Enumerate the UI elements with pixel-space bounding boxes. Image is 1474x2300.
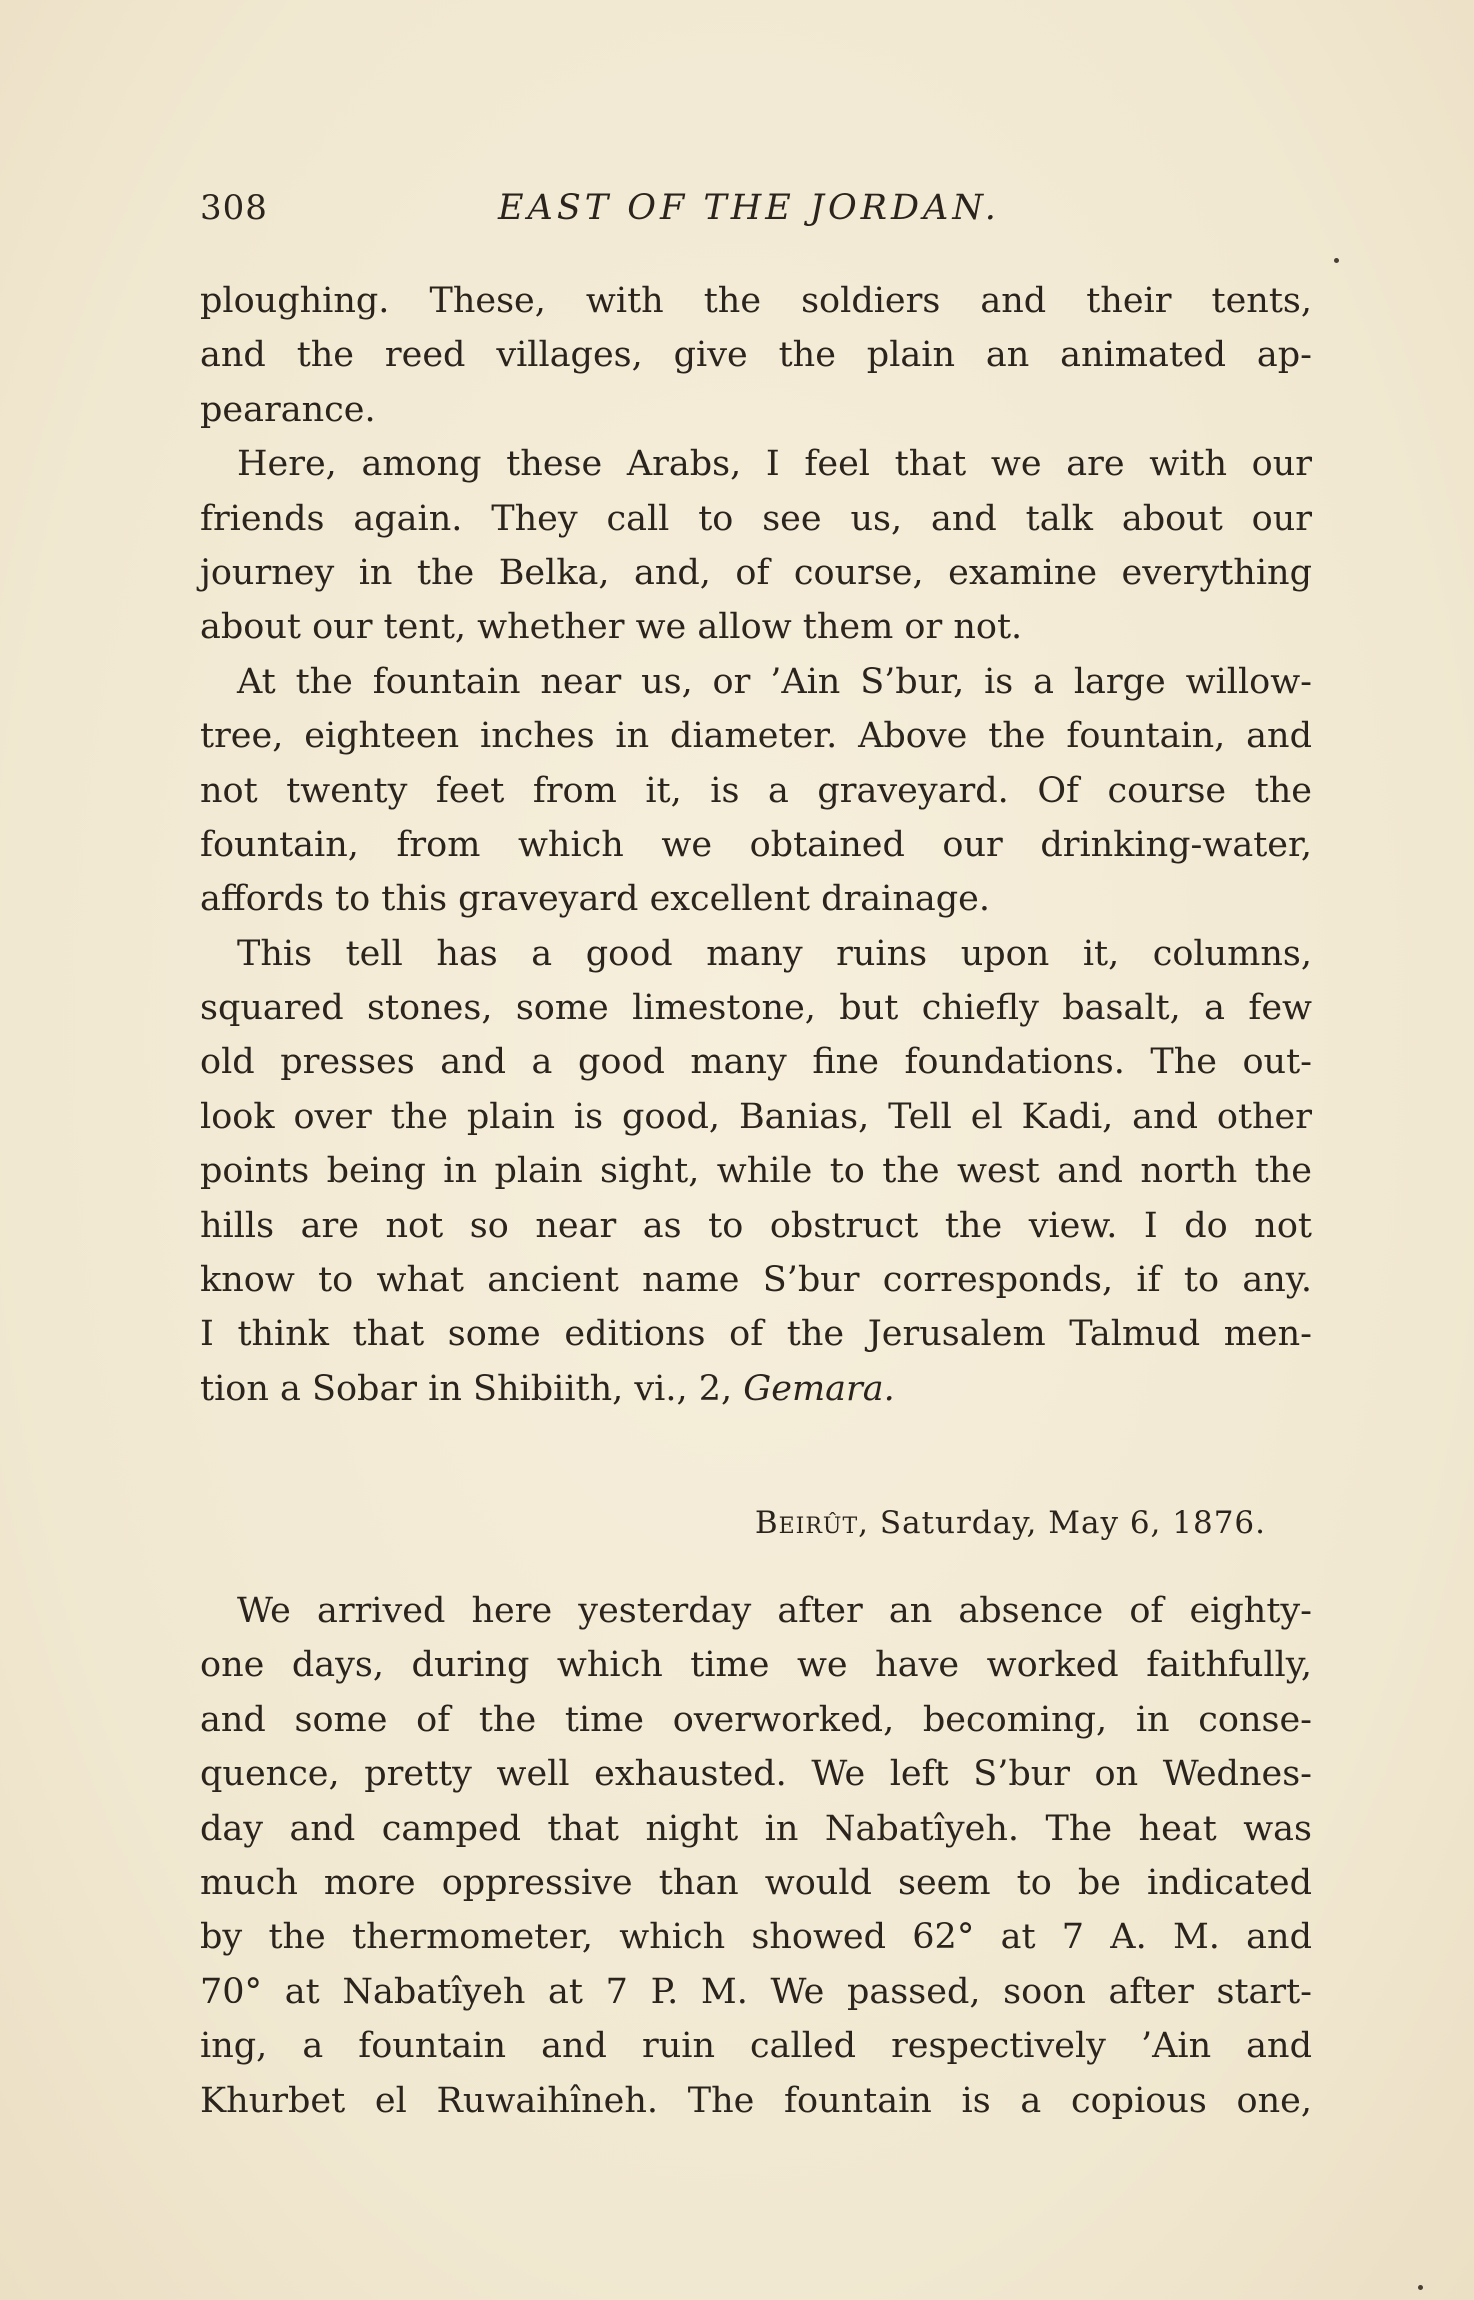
text-line: quence, pretty well exhausted. We left S’bur on Wednes- bbox=[200, 1754, 1312, 1795]
text-line: ing, a fountain and ruin called respectively ’Ain and bbox=[200, 2026, 1312, 2067]
text-line: and some of the time overworked, becoming, in conse- bbox=[200, 1699, 1312, 1740]
paper-speck bbox=[1418, 2285, 1423, 2290]
text-line: look over the plain is good, Banias, Tell el Kadi, and other bbox=[200, 1096, 1312, 1137]
text-line: Here, among these Arabs, I feel that we are with our bbox=[237, 444, 1312, 485]
text-line: old presses and a good many fine foundations. The out- bbox=[200, 1042, 1312, 1083]
text-line: friends again. They call to see us, and talk about our bbox=[200, 498, 1312, 539]
text-line: not twenty feet from it, is a graveyard. Of course the bbox=[200, 770, 1312, 811]
text-line: 70° at Nabatîyeh at 7 P. M. We passed, soon after start- bbox=[200, 1971, 1312, 2012]
text-line: Khurbet el Ruwaihîneh. The fountain is a copious one, bbox=[200, 2080, 1312, 2121]
text-line: points being in plain sight, while to the west and north the bbox=[200, 1151, 1312, 1192]
running-head: EAST OF THE JORDAN. bbox=[498, 188, 1000, 228]
italic-term: Gemara. bbox=[743, 1368, 895, 1409]
page-number: 308 bbox=[200, 188, 268, 228]
text-line: hills are not so near as to obstruct the view. I do not bbox=[200, 1205, 1312, 1246]
text-line: fountain, from which we obtained our drinking-water, bbox=[200, 824, 1312, 865]
text-line: ploughing. These, with the soldiers and their tents, bbox=[200, 281, 1312, 321]
text-line: journey in the Belka, and, of course, examine everything bbox=[200, 552, 1312, 593]
text-line: This tell has a good many ruins upon it, columns, bbox=[237, 933, 1312, 974]
dateline bbox=[755, 1505, 1266, 1541]
dateline-place: Beirût bbox=[754, 1505, 859, 1541]
body-text-section-1 bbox=[200, 274, 1312, 1416]
text-line: squared stones, some limestone, but chiefly basalt, a few bbox=[200, 988, 1312, 1029]
text-line: by the thermometer, which showed 62° at 7 A. M. and bbox=[200, 1917, 1312, 1958]
dateline-date: , Saturday, May 6, 1876. bbox=[858, 1505, 1266, 1541]
text-line: affords to this graveyard excellent drainage. bbox=[200, 879, 991, 920]
text-line: one days, during which time we have worked faithfully, bbox=[200, 1645, 1312, 1686]
text-line: and the reed villages, give the plain an animated ap- bbox=[200, 335, 1312, 376]
text-line: tree, eighteen inches in diameter. Above the fountain, and bbox=[200, 716, 1312, 757]
text-line: about our tent, whether we allow them or not. bbox=[200, 607, 1023, 648]
text-line: day and camped that night in Nabatîyeh. The heat was bbox=[200, 1808, 1312, 1849]
text-line: We arrived here yesterday after an absence of eighty- bbox=[237, 1591, 1312, 1631]
page-header bbox=[200, 188, 1320, 238]
text-line: pearance. bbox=[200, 389, 376, 430]
text-line: I think that some editions of the Jerusalem Talmud men- bbox=[200, 1314, 1312, 1355]
text-line: At the fountain near us, or ’Ain S’bur, is a large willow- bbox=[237, 661, 1312, 702]
text-line: much more oppressive than would seem to be indicated bbox=[200, 1862, 1312, 1903]
text-line bbox=[200, 1362, 1312, 1416]
text-line-prefix: tion a Sobar in Shibiith, vi., 2, bbox=[200, 1368, 744, 1409]
body-text-section-2 bbox=[200, 1584, 1312, 2128]
text-line: know to what ancient name S’bur corresponds, if to any. bbox=[200, 1260, 1312, 1301]
paper-speck bbox=[1334, 258, 1339, 263]
